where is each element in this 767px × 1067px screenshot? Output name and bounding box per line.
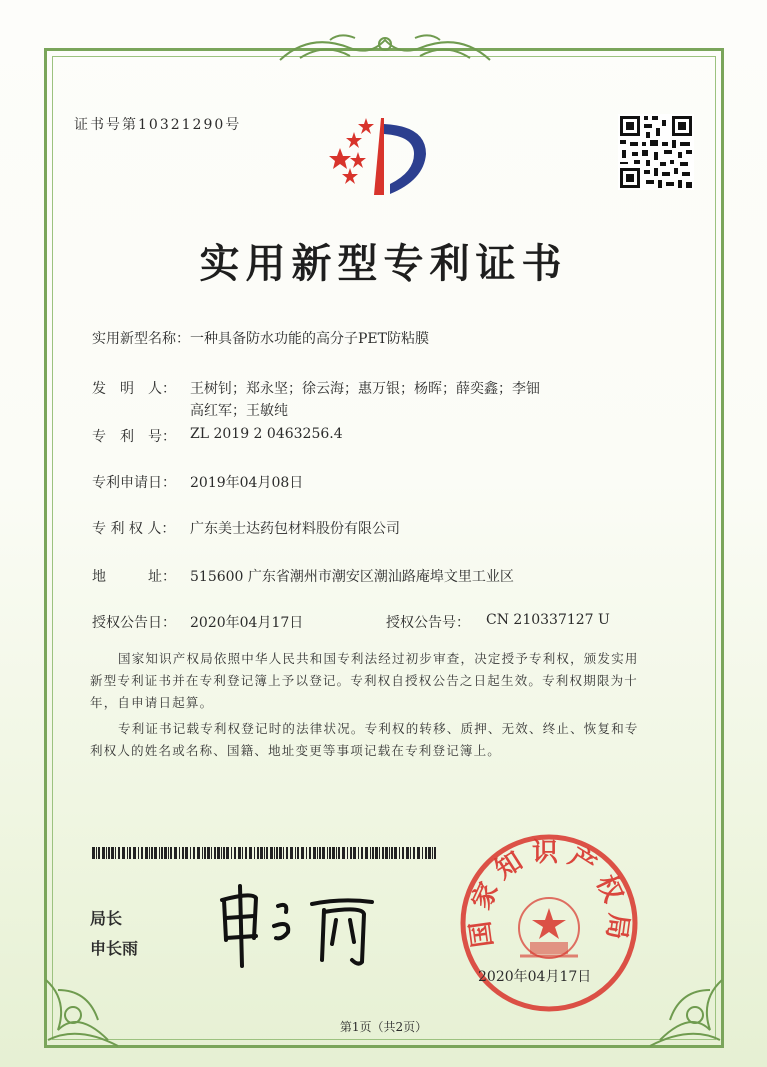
body-text-line: 利权人的姓名或名称、国籍、地址变更等事项记载在专利登记簿上。 bbox=[90, 743, 502, 758]
address-value: 515600 广东省潮州市潮安区潮汕路庵埠文里工业区 bbox=[190, 569, 514, 585]
svg-text:国家知识产权局 bbox=[464, 838, 633, 949]
name-label: 实用新型名称： bbox=[92, 331, 190, 347]
certificate-number: 证书号第10321290号 bbox=[74, 117, 242, 133]
filing-date-label: 专利申请日： bbox=[92, 475, 176, 491]
signer-title: 局长 bbox=[90, 909, 123, 928]
barcode bbox=[92, 847, 437, 859]
inventor-value-line2: 高红军；王敏纯 bbox=[190, 403, 288, 419]
top-ornament bbox=[270, 30, 500, 66]
body-text-line: 年，自申请日起算。 bbox=[90, 695, 214, 710]
seal-text: 国家知识产权局 bbox=[464, 838, 634, 950]
signer-name: 申长雨 bbox=[90, 939, 139, 958]
bottom-left-ornament bbox=[38, 970, 128, 1050]
page-number: 第1页（共2页） bbox=[339, 1020, 428, 1034]
body-text-line: 新型专利证书并在专利登记簿上予以登记。专利权自授权公告之日起生效。专利权期限为十 bbox=[90, 673, 639, 688]
cnipa-logo bbox=[326, 110, 436, 200]
patentee-label: 专 利 权 人： bbox=[92, 521, 176, 537]
body-text-line: 国家知识产权局依照中华人民共和国专利法经过初步审查，决定授予专利权，颁发实用 bbox=[118, 651, 639, 666]
grant-date-value: 2020年04月17日 bbox=[190, 615, 304, 631]
seal-date: 2020年04月17日 bbox=[478, 969, 592, 985]
handwritten-signature bbox=[212, 880, 392, 970]
official-seal bbox=[458, 832, 640, 1014]
address-label: 地 址： bbox=[92, 569, 176, 585]
inventor-value-line1: 王树钊；郑永坚；徐云海；惠万银；杨晖；薛奕鑫；李钿 bbox=[190, 381, 540, 397]
inventor-label: 发 明 人： bbox=[92, 381, 176, 397]
grant-no-label: 授权公告号： bbox=[386, 615, 470, 631]
bottom-right-ornament bbox=[640, 970, 730, 1050]
body-text-line: 专利证书记载专利权登记时的法律状况。专利权的转移、质押、无效、终止、恢复和专 bbox=[118, 721, 639, 736]
patent-no-value: ZL 2019 2 0463256.4 bbox=[190, 426, 343, 442]
certificate-title: 实用新型专利证书 bbox=[199, 241, 568, 287]
grant-no-value: CN 210337127 U bbox=[486, 612, 610, 628]
filing-date-value: 2019年04月08日 bbox=[190, 475, 304, 491]
grant-date-label: 授权公告日： bbox=[92, 615, 176, 631]
patentee-value: 广东美士达药包材料股份有限公司 bbox=[190, 521, 400, 537]
qr-code bbox=[618, 114, 694, 190]
name-value: 一种具备防水功能的高分子PET防粘膜 bbox=[190, 331, 429, 347]
patent-no-label: 专 利 号： bbox=[92, 429, 176, 445]
